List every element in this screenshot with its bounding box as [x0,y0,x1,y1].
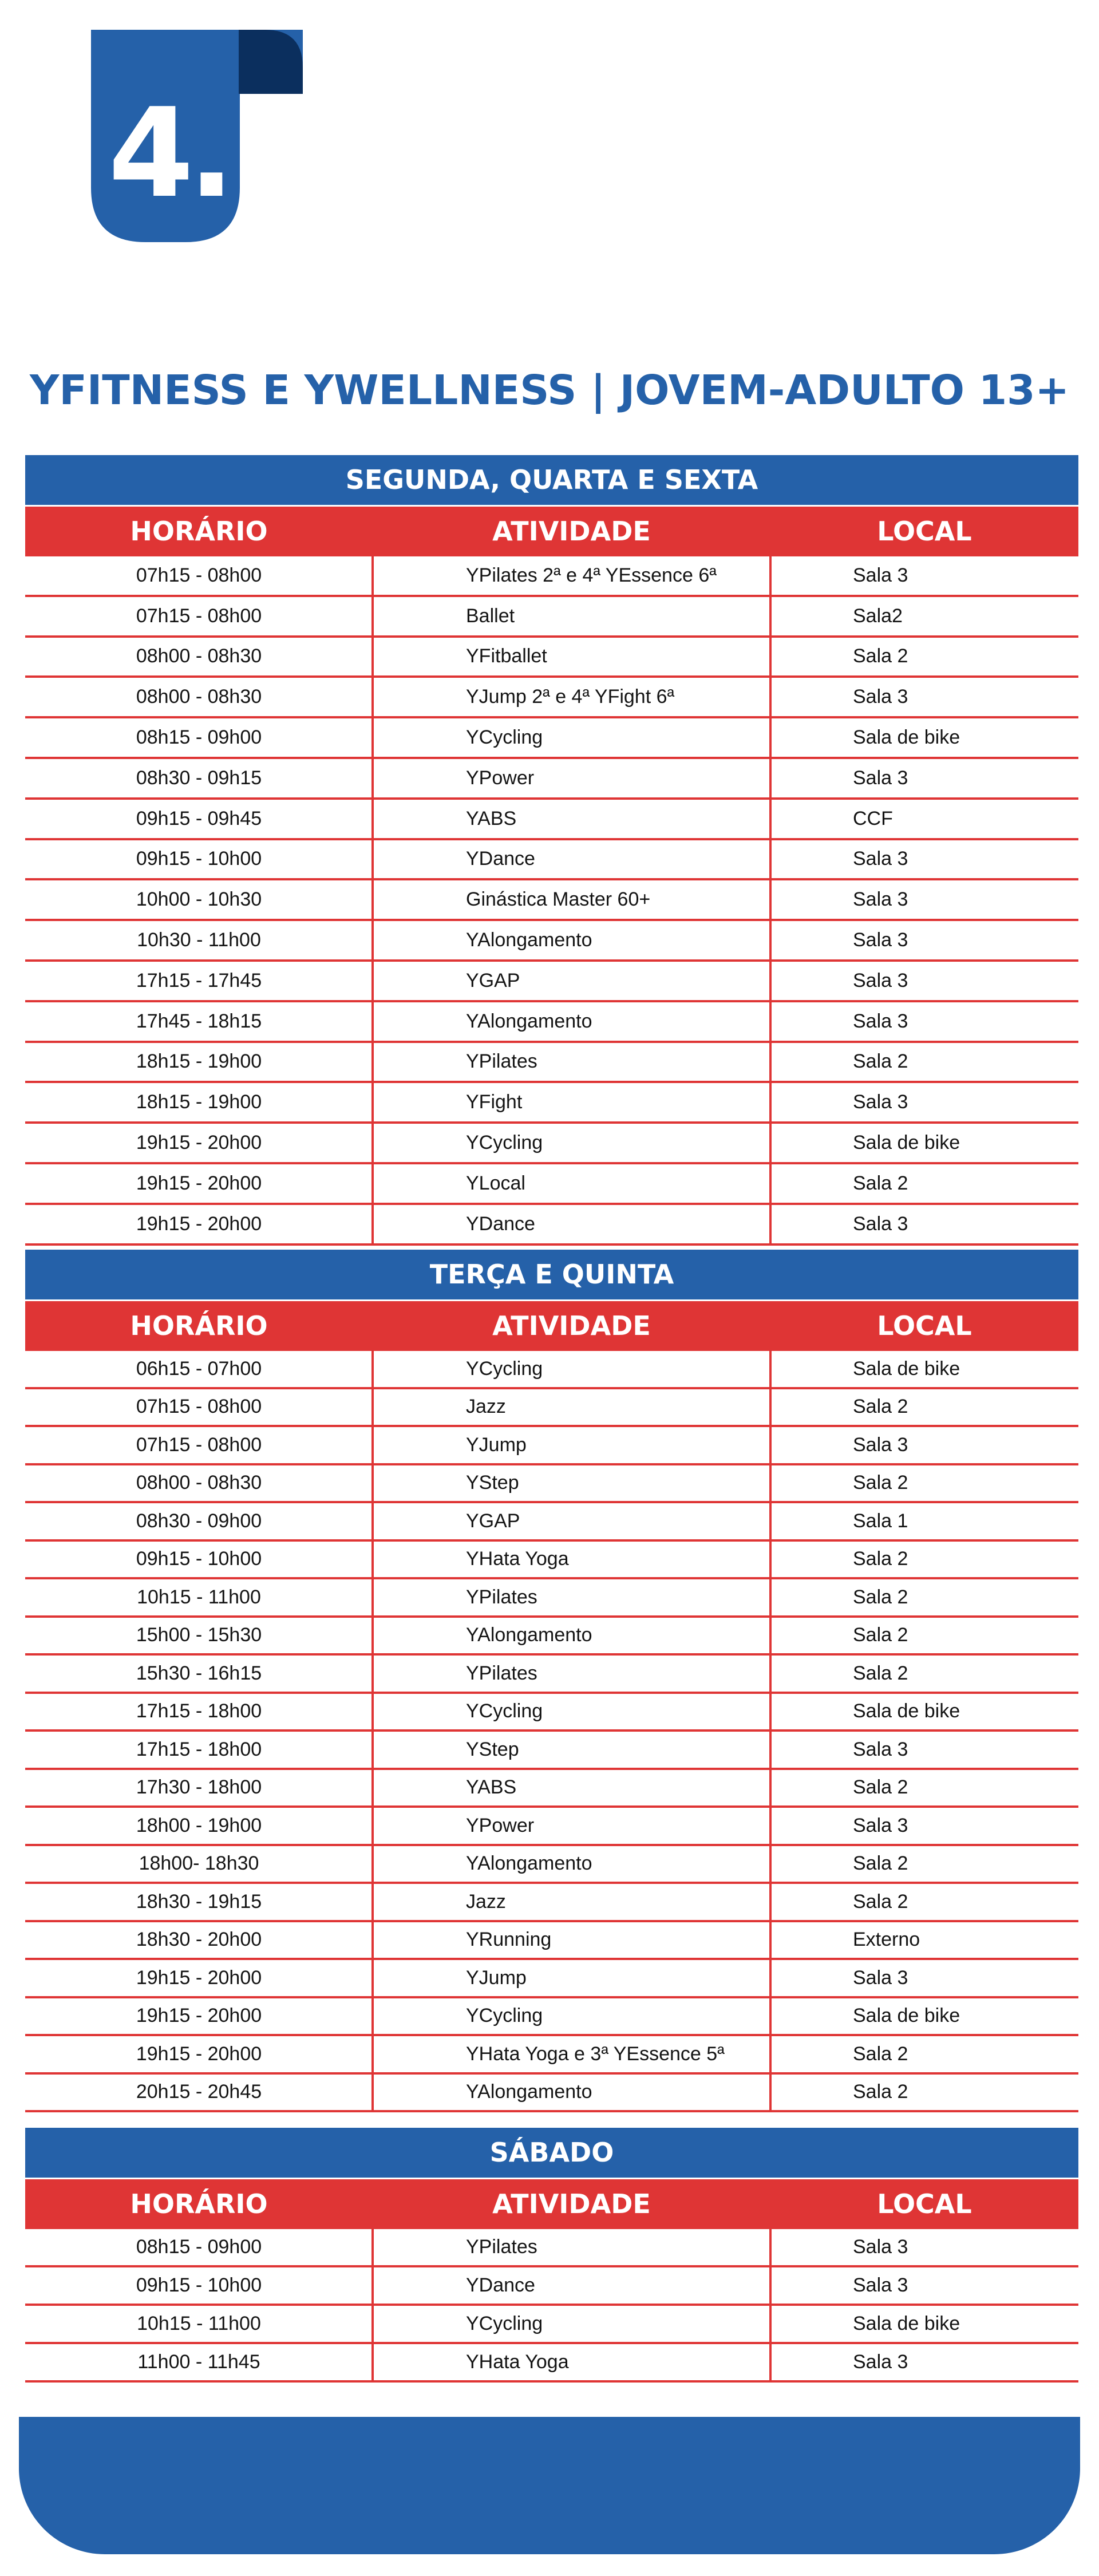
activity-cell: YFight [466,1091,523,1113]
schedule-rows [25,1351,1078,2112]
activity-cell: YPower [466,767,535,789]
table-row [25,921,1078,962]
location-cell: Sala 3 [853,564,908,586]
location-cell: Sala2 [853,605,903,627]
time-cell: 08h00 - 08h30 [136,686,262,708]
time-cell: 07h15 - 08h00 [136,1433,262,1456]
table-row [25,1465,1078,1504]
location-cell: Sala 3 [853,767,908,789]
time-cell: 18h30 - 20h00 [136,1929,262,1951]
column-header-activity: ATIVIDADE [492,516,651,547]
badge-fold [239,30,303,94]
activity-cell: YCycling [466,2005,543,2027]
time-cell: 08h30 - 09h15 [136,767,262,789]
table-row [25,1205,1078,1246]
table-row [25,718,1078,759]
location-cell: Externo [853,1929,920,1951]
activity-cell: YPilates 2ª e 4ª YEssence 6ª [466,564,717,586]
column-header-location: LOCAL [877,1310,972,1341]
location-cell: CCF [853,807,893,829]
table-row [25,1542,1078,1580]
activity-cell: YPower [466,1814,535,1836]
table-row [25,1998,1078,2037]
time-cell: 09h15 - 10h00 [136,1548,262,1570]
table-row [25,759,1078,800]
location-cell: Sala 3 [853,2236,908,2258]
page-title: YFITNESS E YWELLNESS | JOVEM-ADULTO 13+ [29,366,1070,414]
section-number-badge [91,30,303,242]
location-cell: Sala 3 [853,1010,908,1032]
table-row [25,2075,1078,2113]
activity-cell: YJump [466,1433,527,1456]
time-cell: 15h00 - 15h30 [136,1624,262,1646]
activity-cell: YAlongamento [466,2081,592,2103]
table-row [25,1579,1078,1618]
activity-cell: YDance [466,2274,535,2296]
table-row [25,962,1078,1002]
location-cell: Sala 3 [853,848,908,870]
location-cell: Sala 2 [853,1662,908,1684]
time-cell: 10h30 - 11h00 [137,929,261,951]
column-divider [371,1351,374,2112]
table-row [25,1656,1078,1694]
time-cell: 08h30 - 09h00 [136,1510,262,1532]
time-cell: 19h15 - 20h00 [136,1212,262,1235]
time-cell: 18h15 - 19h00 [136,1091,262,1113]
time-cell: 18h00 - 19h00 [136,1814,262,1836]
activity-cell: YHata Yoga e 3ª YEssence 5ª [466,2042,725,2065]
activity-cell: Ginástica Master 60+ [466,888,651,911]
time-cell: 17h15 - 18h00 [136,1700,262,1722]
column-header-time: HORÁRIO [130,1310,268,1341]
location-cell: Sala 3 [853,969,908,991]
time-cell: 17h30 - 18h00 [136,1776,262,1799]
time-cell: 18h15 - 19h00 [136,1050,262,1073]
time-cell: 09h15 - 09h45 [136,807,262,829]
column-header-row [25,1301,1078,1351]
activity-cell: Jazz [466,1890,506,1913]
table-row [25,840,1078,881]
activity-cell: YRunning [466,1929,552,1951]
activity-cell: YStep [466,1738,519,1760]
activity-cell: Ballet [466,605,515,627]
section-title: TERÇA E QUINTA [25,1250,1078,1299]
table-row [25,1164,1078,1205]
table-row [25,597,1078,638]
table-row [25,2229,1078,2267]
table-row [25,1808,1078,1846]
schedule-section-mon-wed-fri [25,455,1078,1246]
time-cell: 17h15 - 18h00 [136,1738,262,1760]
column-header-time: HORÁRIO [130,2188,268,2219]
activity-cell: YGAP [466,1510,520,1532]
time-cell: 10h00 - 10h30 [136,888,262,911]
table-row [25,678,1078,718]
activity-cell: YCycling [466,1132,543,1154]
activity-cell: YGAP [466,969,520,991]
activity-cell: YCycling [466,2313,543,2334]
activity-cell: YHata Yoga [466,2351,569,2373]
table-row [25,1043,1078,1084]
location-cell: Sala 2 [853,2081,908,2103]
time-cell: 09h15 - 10h00 [136,2274,262,2296]
activity-cell: YDance [466,1212,535,1235]
table-row [25,880,1078,921]
column-divider [769,2229,772,2383]
schedule-rows [25,2229,1078,2383]
badge-number: 4. [108,81,230,225]
table-row [25,800,1078,840]
table-row [25,1503,1078,1542]
location-cell: Sala de bike [853,2005,960,2027]
location-cell: Sala de bike [853,726,960,749]
time-cell: 17h45 - 18h15 [136,1010,262,1032]
time-cell: 08h15 - 09h00 [136,2236,262,2258]
table-row [25,1427,1078,1465]
schedule-section-saturday [25,2128,1078,2383]
activity-cell: Jazz [466,1396,506,1418]
location-cell: Sala 3 [853,1738,908,1760]
location-cell: Sala 2 [853,1624,908,1646]
location-cell: Sala 3 [853,1091,908,1113]
location-cell: Sala 3 [853,1814,908,1836]
table-row [25,1884,1078,1922]
column-header-activity: ATIVIDADE [492,1310,651,1341]
location-cell: Sala de bike [853,1700,960,1722]
time-cell: 08h15 - 09h00 [136,726,262,749]
location-cell: Sala 2 [853,1472,908,1494]
column-divider [371,556,374,1246]
location-cell: Sala 2 [853,1776,908,1799]
table-row [25,1083,1078,1124]
time-cell: 18h00- 18h30 [139,1852,259,1875]
location-cell: Sala 2 [853,2042,908,2065]
table-row [25,2036,1078,2075]
column-divider [371,2229,374,2383]
schedule-section-tue-thu [25,1250,1078,2112]
activity-cell: YAlongamento [466,1624,592,1646]
time-cell: 08h00 - 08h30 [136,1472,262,1494]
activity-cell: YCycling [466,726,543,749]
table-row [25,2267,1078,2306]
location-cell: Sala de bike [853,2313,960,2334]
location-cell: Sala 2 [853,1890,908,1913]
location-cell: Sala 2 [853,1172,908,1194]
column-header-location: LOCAL [877,516,972,547]
activity-cell: YCycling [466,1357,543,1380]
table-row [25,1124,1078,1164]
time-cell: 17h15 - 17h45 [136,969,262,991]
location-cell: Sala 2 [853,1050,908,1073]
time-cell: 19h15 - 20h00 [136,1966,262,1989]
location-cell: Sala de bike [853,1357,960,1380]
location-cell: Sala 2 [853,1852,908,1875]
location-cell: Sala 3 [853,2351,908,2373]
time-cell: 19h15 - 20h00 [136,2042,262,2065]
activity-cell: YCycling [466,1700,543,1722]
table-row [25,1922,1078,1961]
section-title: SÁBADO [25,2128,1078,2178]
activity-cell: YAlongamento [466,1010,592,1032]
column-header-row [25,507,1078,556]
table-row [25,2344,1078,2383]
table-row [25,1389,1078,1428]
time-cell: 11h00 - 11h45 [137,2351,260,2373]
activity-cell: YABS [466,1776,517,1799]
activity-cell: YFitballet [466,645,547,667]
column-header-row [25,2179,1078,2229]
time-cell: 07h15 - 08h00 [136,564,262,586]
activity-cell: YLocal [466,1172,525,1194]
activity-cell: YPilates [466,1050,537,1073]
time-cell: 18h30 - 19h15 [136,1890,262,1913]
table-row [25,1694,1078,1732]
location-cell: Sala 3 [853,1212,908,1235]
column-header-location: LOCAL [877,2188,972,2219]
activity-cell: YPilates [466,2236,537,2258]
location-cell: Sala 3 [853,2274,908,2296]
table-row [25,1732,1078,1770]
time-cell: 20h15 - 20h45 [136,2081,262,2103]
table-row [25,1770,1078,1808]
time-cell: 19h15 - 20h00 [136,1172,262,1194]
activity-cell: YPilates [466,1586,537,1608]
activity-cell: YHata Yoga [466,1548,569,1570]
schedule-rows [25,556,1078,1246]
activity-cell: YAlongamento [466,929,592,951]
activity-cell: YAlongamento [466,1852,592,1875]
location-cell: Sala 3 [853,888,908,911]
activity-cell: YJump [466,1966,527,1989]
time-cell: 10h15 - 11h00 [137,2313,261,2334]
table-row [25,1351,1078,1389]
time-cell: 10h15 - 11h00 [137,1586,261,1608]
table-row [25,556,1078,597]
column-header-time: HORÁRIO [130,516,268,547]
column-divider [769,556,772,1246]
location-cell: Sala 2 [853,645,908,667]
activity-cell: YABS [466,807,517,829]
location-cell: Sala 2 [853,1548,908,1570]
time-cell: 06h15 - 07h00 [136,1357,262,1380]
time-cell: 08h00 - 08h30 [136,645,262,667]
time-cell: 19h15 - 20h00 [136,1132,262,1154]
location-cell: Sala 3 [853,1966,908,1989]
table-row [25,1960,1078,1998]
location-cell: Sala 3 [853,929,908,951]
activity-cell: YStep [466,1472,519,1494]
column-divider [769,1351,772,2112]
table-row [25,638,1078,678]
location-cell: Sala 3 [853,1433,908,1456]
location-cell: Sala 2 [853,1586,908,1608]
column-header-activity: ATIVIDADE [492,2188,651,2219]
table-row [25,1846,1078,1884]
footer-band [19,2417,1080,2554]
location-cell: Sala 2 [853,1396,908,1418]
location-cell: Sala 3 [853,686,908,708]
location-cell: Sala 1 [853,1510,908,1532]
time-cell: 09h15 - 10h00 [136,848,262,870]
table-row [25,1618,1078,1656]
activity-cell: YDance [466,848,535,870]
table-row [25,1002,1078,1043]
table-row [25,2306,1078,2344]
time-cell: 15h30 - 16h15 [136,1662,262,1684]
section-title: SEGUNDA, QUARTA E SEXTA [25,455,1078,505]
activity-cell: YPilates [466,1662,537,1684]
time-cell: 07h15 - 08h00 [136,1396,262,1418]
activity-cell: YJump 2ª e 4ª YFight 6ª [466,686,675,708]
location-cell: Sala de bike [853,1132,960,1154]
time-cell: 19h15 - 20h00 [136,2005,262,2027]
time-cell: 07h15 - 08h00 [136,605,262,627]
